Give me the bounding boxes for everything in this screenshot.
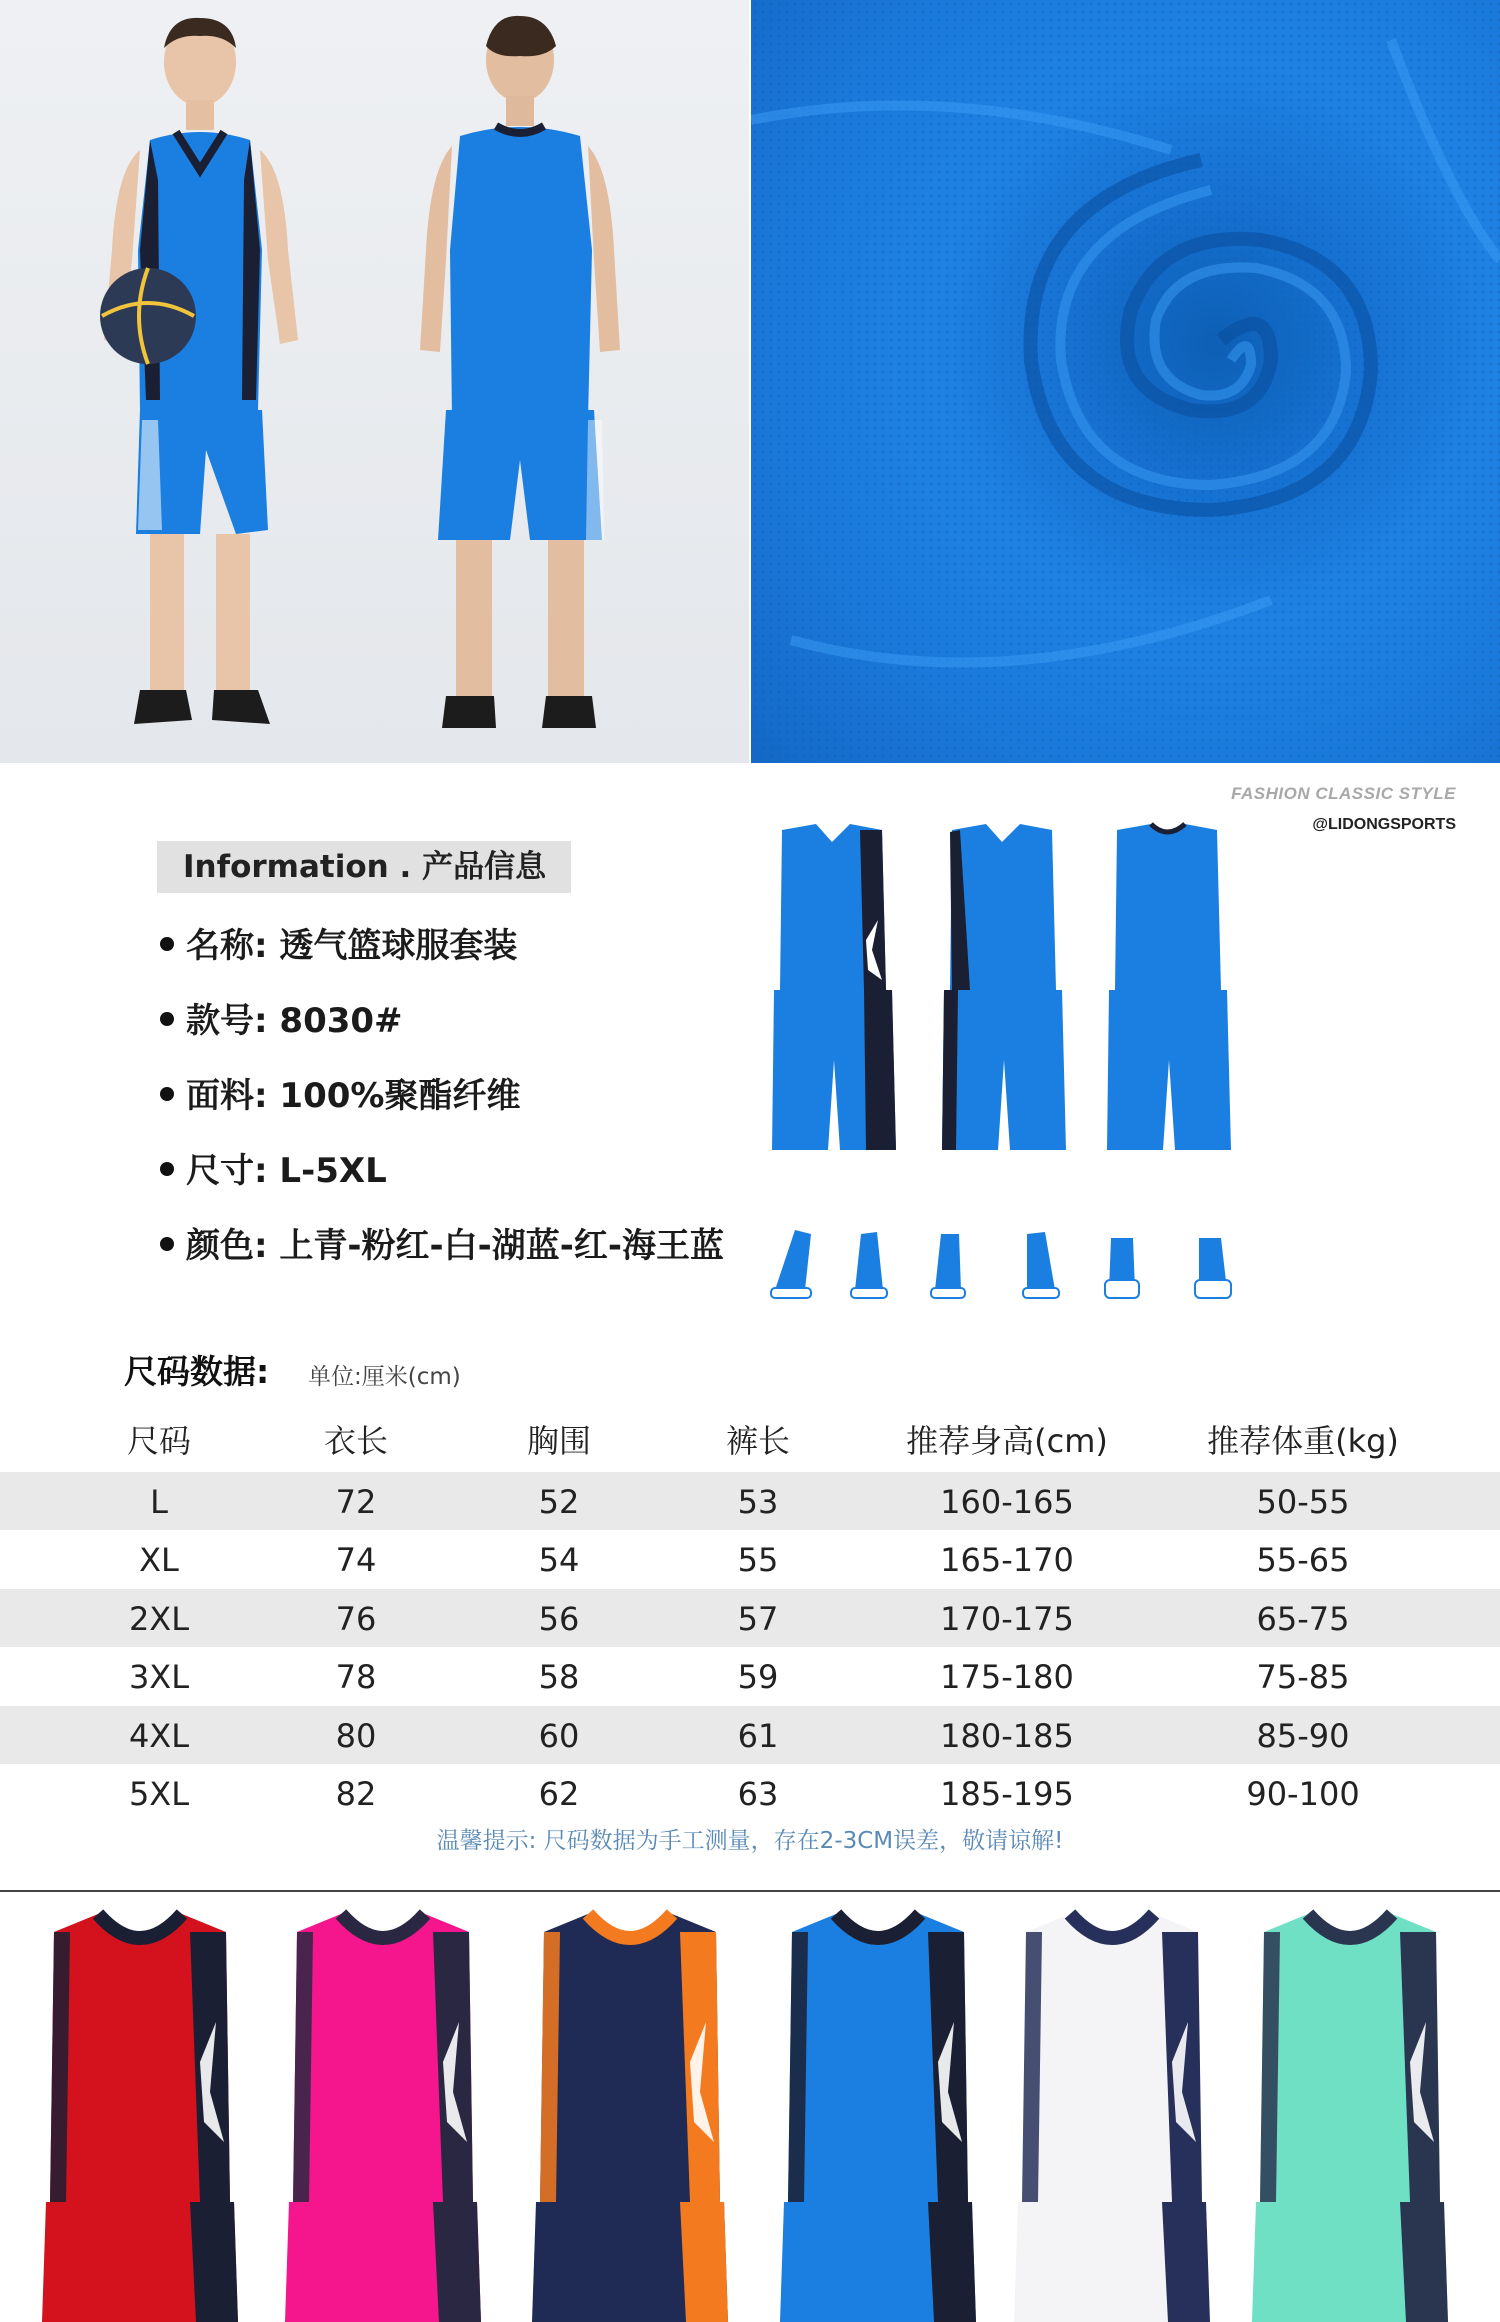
table-cell: 55-65 bbox=[1256, 1541, 1350, 1579]
table-cell: 76 bbox=[335, 1599, 377, 1638]
table-cell: 52 bbox=[538, 1482, 580, 1521]
table-cell: 2XL bbox=[128, 1599, 190, 1638]
info-list bbox=[160, 918, 724, 1293]
info-text: 颜色: 上青-粉红-白-湖蓝-红-海王蓝 bbox=[186, 1226, 724, 1266]
jersey-illustration bbox=[40, 1892, 240, 2322]
hero-banner bbox=[0, 0, 1500, 763]
table-cell: 78 bbox=[335, 1658, 377, 1696]
size-table bbox=[0, 1413, 1500, 1823]
table-cell: 160-165 bbox=[940, 1482, 1074, 1521]
colorway-row bbox=[0, 1892, 1500, 2322]
table-cell: 50-55 bbox=[1256, 1482, 1350, 1521]
jersey-mint bbox=[1250, 1892, 1450, 2322]
table-cell: 3XL bbox=[128, 1658, 190, 1696]
jersey-pink bbox=[283, 1892, 483, 2322]
bullet-icon bbox=[160, 937, 174, 951]
tagline-handle: @LIDONGSPORTS bbox=[1312, 816, 1456, 833]
table-cell: 53 bbox=[737, 1482, 779, 1521]
table-cell: 57 bbox=[737, 1599, 779, 1638]
info-title: Information . 产品信息 bbox=[157, 841, 571, 893]
jersey-navy bbox=[530, 1892, 730, 2322]
info-item-name bbox=[160, 918, 724, 993]
table-cell: 185-195 bbox=[940, 1775, 1074, 1813]
header-cell: 胸围 bbox=[526, 1422, 592, 1460]
header-cell: 裤长 bbox=[725, 1422, 791, 1460]
model-photo bbox=[0, 0, 749, 763]
table-cell: XL bbox=[139, 1541, 179, 1579]
header-cell: 推荐体重(kg) bbox=[1207, 1422, 1399, 1460]
table-cell: 5XL bbox=[128, 1775, 190, 1813]
table-row bbox=[0, 1530, 1500, 1589]
table-cell: 170-175 bbox=[940, 1599, 1074, 1638]
table-cell: L bbox=[150, 1482, 168, 1521]
info-item-fabric bbox=[160, 1068, 724, 1143]
info-item-size bbox=[160, 1143, 724, 1218]
table-cell: 180-185 bbox=[940, 1716, 1074, 1755]
table-cell: 55 bbox=[737, 1541, 779, 1579]
table-cell: 54 bbox=[538, 1541, 580, 1579]
jersey-illustration bbox=[1012, 1892, 1212, 2322]
table-row bbox=[0, 1472, 1500, 1531]
table-cell: 74 bbox=[335, 1541, 377, 1579]
size-notice: 温馨提示: 尺码数据为手工测量，存在2-3CM误差，敬请谅解! bbox=[436, 1828, 1064, 1854]
jersey-illustration bbox=[1250, 1892, 1450, 2322]
info-text: 面料: 100%聚酯纤维 bbox=[186, 1076, 521, 1116]
table-cell: 63 bbox=[737, 1775, 779, 1813]
table-cell: 60 bbox=[538, 1716, 580, 1755]
info-text: 款号: 8030# bbox=[186, 1001, 403, 1041]
fabric-photo bbox=[751, 0, 1500, 763]
table-cell: 85-90 bbox=[1256, 1716, 1350, 1755]
table-cell: 165-170 bbox=[940, 1541, 1074, 1579]
table-cell: 80 bbox=[335, 1716, 377, 1755]
header-cell: 尺码 bbox=[126, 1422, 192, 1460]
brand-tagline bbox=[1231, 784, 1456, 834]
table-cell: 82 bbox=[335, 1775, 377, 1813]
table-cell: 61 bbox=[737, 1716, 779, 1755]
jersey-illustration bbox=[778, 1892, 978, 2322]
product-jerseys bbox=[760, 820, 1260, 1160]
size-unit: 单位:厘米(cm) bbox=[308, 1364, 461, 1390]
jersey-white bbox=[1012, 1892, 1212, 2322]
bullet-icon bbox=[160, 1237, 174, 1251]
bullet-icon bbox=[160, 1162, 174, 1176]
table-cell: 90-100 bbox=[1246, 1775, 1360, 1813]
info-text: 尺寸: L-5XL bbox=[186, 1151, 387, 1191]
table-header bbox=[0, 1413, 1500, 1472]
table-cell: 4XL bbox=[128, 1716, 190, 1755]
table-cell: 65-75 bbox=[1256, 1599, 1350, 1638]
jersey-illustration bbox=[283, 1892, 483, 2322]
table-row bbox=[0, 1764, 1500, 1823]
info-item-color bbox=[160, 1218, 724, 1293]
jersey-illustration bbox=[530, 1892, 730, 2322]
jersey-red bbox=[40, 1892, 240, 2322]
jersey-blue bbox=[778, 1892, 978, 2322]
model-illustration bbox=[0, 0, 749, 763]
table-cell: 175-180 bbox=[940, 1658, 1074, 1696]
table-row bbox=[0, 1647, 1500, 1706]
table-cell: 56 bbox=[538, 1599, 580, 1638]
table-row bbox=[0, 1589, 1500, 1648]
table-cell: 58 bbox=[538, 1658, 580, 1696]
table-cell: 75-85 bbox=[1256, 1658, 1350, 1696]
table-cell: 62 bbox=[538, 1775, 580, 1813]
shoe-row bbox=[765, 1220, 1255, 1310]
table-cell: 72 bbox=[335, 1482, 377, 1521]
info-item-model bbox=[160, 993, 724, 1068]
bullet-icon bbox=[160, 1012, 174, 1026]
info-text: 名称: 透气篮球服套装 bbox=[186, 926, 518, 966]
table-cell: 59 bbox=[737, 1658, 779, 1696]
header-cell: 衣长 bbox=[323, 1422, 389, 1460]
header-cell: 推荐身高(cm) bbox=[906, 1422, 1108, 1460]
fabric-swirl bbox=[751, 0, 1500, 763]
bullet-icon bbox=[160, 1087, 174, 1101]
size-heading: 尺码数据: bbox=[124, 1352, 270, 1391]
tagline-style: FASHION CLASSIC STYLE bbox=[1231, 784, 1456, 803]
table-row bbox=[0, 1706, 1500, 1765]
